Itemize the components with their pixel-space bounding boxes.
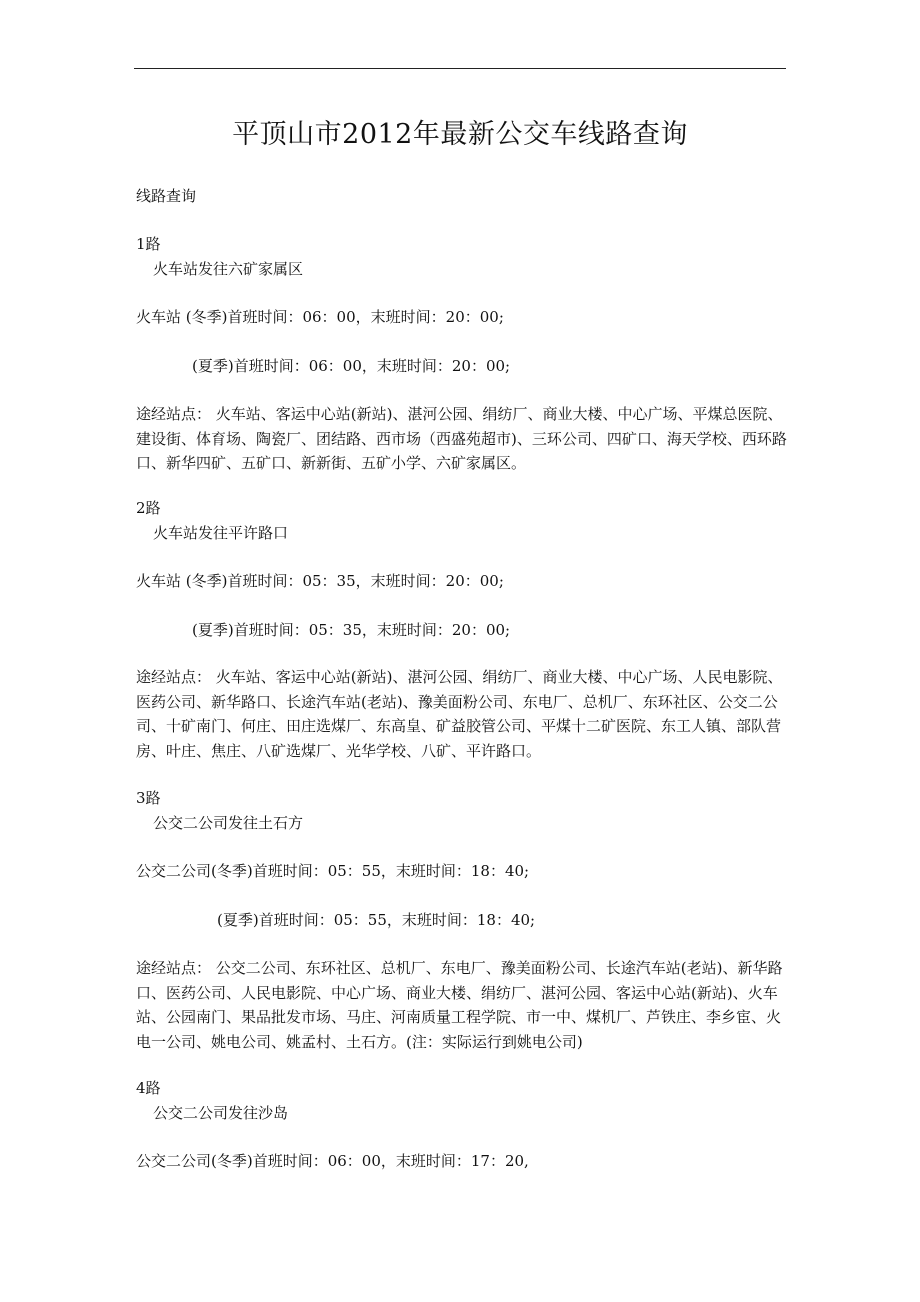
route-3-name: 3路: [136, 789, 161, 807]
page-title: 平顶山市2012年最新公交车线路查询: [232, 119, 688, 150]
route-4-name: 4路: [136, 1079, 161, 1097]
route-2-direction: 火车站发往平许路口: [153, 524, 289, 542]
route-1-name: 1路: [136, 235, 161, 253]
route-1-stops: 途经站点： 火车站、客运中心站(新站)、湛河公园、绢纺厂、商业大楼、中心广场、平煤总医院、建设街、体育场、陶瓷厂、团结路、西市场（西盛苑超市)、三环公司、四矿口、海天学校、西环路口、新华四矿、五矿口、新新街、五矿小学、六矿家属区。: [136, 405, 787, 472]
route-3-winter-schedule: 公交二公司(冬季)首班时间：05：55，末班时间：18：40;: [136, 862, 530, 880]
route-3-direction: 公交二公司发往土石方: [153, 814, 304, 832]
route-3-stops: 途经站点： 公交二公司、东环社区、总机厂、东电厂、豫美面粉公司、长途汽车站(老站)、新华路口、医药公司、人民电影院、中心广场、商业大楼、绢纺厂、湛河公园、客运中心站(新站)、火车站、公园南门、果品批发市场、马庄、河南质量工程学院、市一中、煤机厂、芦铁庄、李乡宦、火电一公司、姚电公司、姚孟村、土石方。(注：实际运行到姚电公司): [136, 959, 783, 1051]
route-1-summer-schedule: (夏季)首班时间：06：00，末班时间：20：00;: [192, 357, 511, 375]
route-1-direction: 火车站发往六矿家属区: [153, 260, 304, 278]
route-2-summer-schedule: (夏季)首班时间：05：35，末班时间：20：00;: [192, 621, 511, 639]
route-2-name: 2路: [136, 499, 161, 517]
section-label: 线路查询: [136, 187, 197, 205]
route-4-direction: 公交二公司发往沙岛: [153, 1104, 289, 1122]
route-2-stops: 途经站点： 火车站、客运中心站(新站)、湛河公园、绢纺厂、商业大楼、中心广场、人民电影院、医药公司、新华路口、长途汽车站(老站)、豫美面粉公司、东电厂、总机厂、东环社区、公交二公司、十矿南门、何庄、田庄选煤厂、东高皇、矿益胶管公司、平煤十二矿医院、东工人镇、部队营房、叶庄、焦庄、八矿选煤厂、光华学校、八矿、平许路口。: [136, 668, 783, 760]
route-2-winter-schedule: 火车站 (冬季)首班时间：05：35，末班时间：20：00;: [136, 572, 504, 590]
header-rule: [134, 68, 786, 69]
route-1-winter-schedule: 火车站 (冬季)首班时间：06：00，末班时间：20：00;: [136, 308, 504, 326]
route-4-winter-schedule: 公交二公司(冬季)首班时间：06：00，末班时间：17：20,: [136, 1152, 529, 1170]
route-3-summer-schedule: (夏季)首班时间：05：55，末班时间：18：40;: [217, 911, 536, 929]
